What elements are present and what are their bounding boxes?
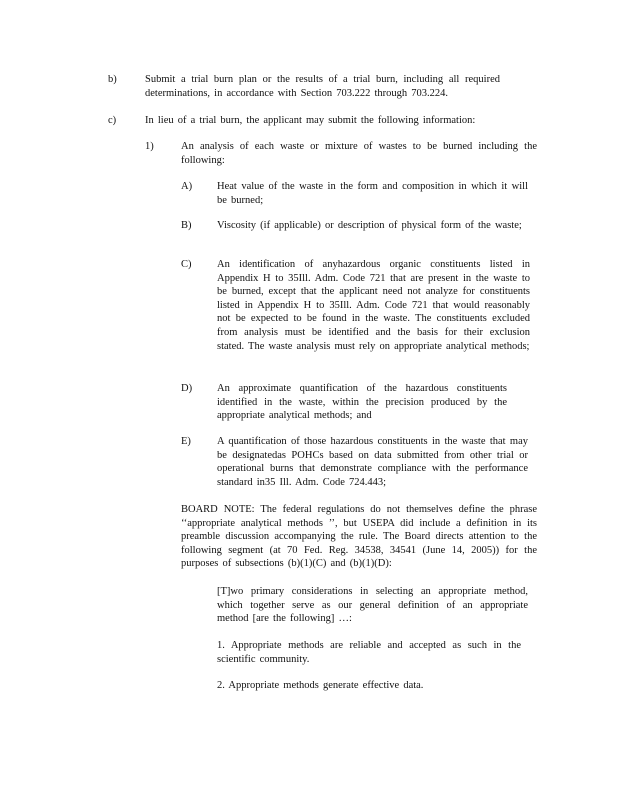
quote-paragraph-1: 1. Appropriate methods are reliable and accepted as such in the scientific community.	[217, 640, 521, 665]
item-c1-text: An analysis of each waste or mixture of wastes to be burned including the following:	[181, 141, 537, 166]
item-D-label: D)	[181, 383, 193, 394]
item-c-text: In lieu of a trial burn, the applicant may submit the following information:	[145, 115, 476, 126]
item-B-label: B)	[181, 220, 192, 231]
item-b-text: Submit a trial burn plan or the results of a trial burn, including all required determinations, in accordance with Section 703.222 through 703.224.	[145, 74, 500, 99]
item-b-label: b)	[108, 74, 117, 85]
item-C-label: C)	[181, 259, 192, 270]
item-D-text: An approximate quantification of the hazardous constituents identified in the waste, within the precision produced by the appropriate analytical methods; and	[217, 383, 507, 422]
item-C-text: An identification of anyhazardous organic constituents listed in Appendix H to 35Ill. Adm. Code 721 that are present in the waste to be burned, except that the applicant need not analyze for constituents listed in Appendix H to 35Ill. Adm. Code 721 that would reasonably not be expected to be found in the waste. The constituents excluded from analysis must be identified and the basis for their exclusion stated. The waste analysis must rely on appropriate analytical methods;	[217, 259, 530, 352]
item-E-text: A quantification of those hazardous constituents in the waste that may be designatedas POHCs based on data submitted from other trial or operational burns that demonstrate compliance with the performance standard in35 Ill. Adm. Code 724.443;	[217, 436, 528, 488]
item-A-label: A)	[181, 181, 193, 192]
item-B-text: Viscosity (if applicable) or description of physical form of the waste;	[217, 220, 522, 231]
item-A-text: Heat value of the waste in the form and composition in which it will be burned;	[217, 181, 528, 206]
item-c1-label: 1)	[145, 141, 154, 152]
board-note: BOARD NOTE: The federal regulations do not themselves define the phrase ‘‘appropriate analytical methods ’’, but USEPA did include a definition in its preamble discussion accompanying the rule. The Board directs attention to the following segment (at 70 Fed. Reg. 34538, 34541 (June 14, 2005)) for the purposes of subsections (b)(1)(C) and (b)(1)(D):	[181, 504, 537, 570]
item-c-label: c)	[108, 115, 117, 126]
quote-intro: [T]wo primary considerations in selecting an appropriate method, which together serve as our general definition of an appropriate method [are the following] …:	[217, 586, 528, 625]
quote-paragraph-2: 2. Appropriate methods generate effective data.	[217, 680, 424, 691]
item-E-label: E)	[181, 436, 191, 447]
